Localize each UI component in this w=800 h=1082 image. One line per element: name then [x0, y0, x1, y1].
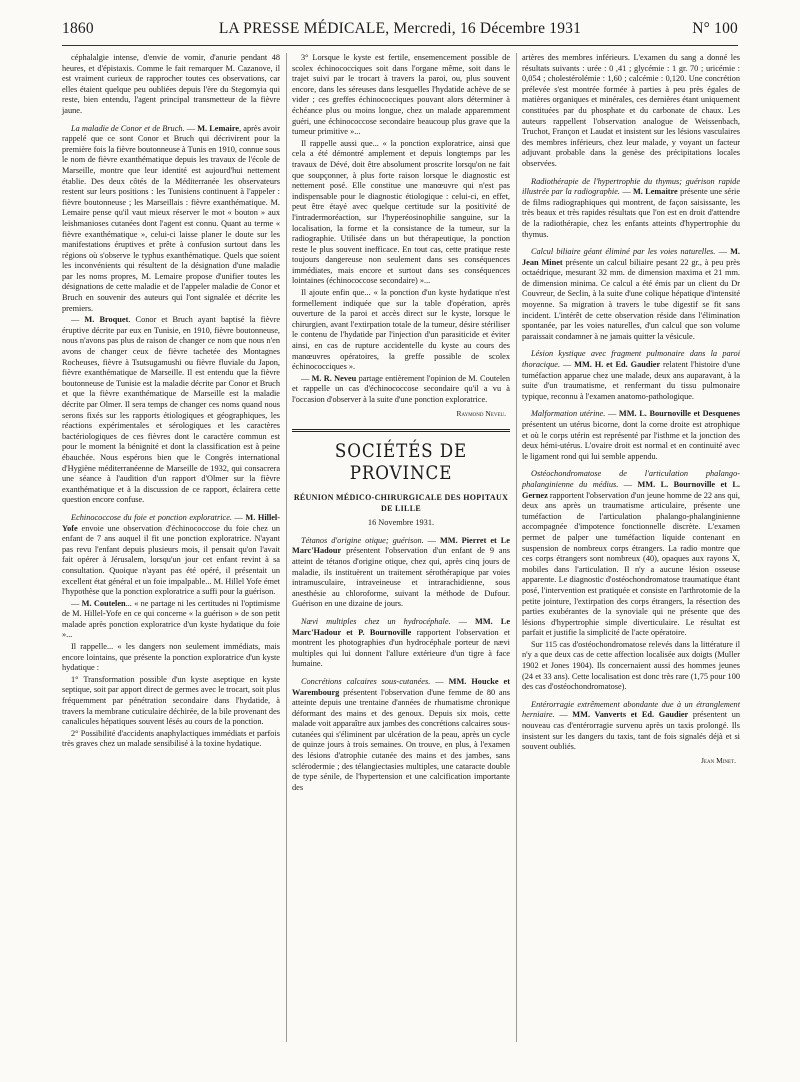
article-conor-bruch: La maladie de Conor et de Bruch. — M. Lemaire, après avoir rappelé que ce sont Conor et Bruch qui décrivirent pour la première fois la fièvre boutonneuse à Tunis en 1910, connue sous le nom de fièvre exanthématique depuis les travaux de l'école de Marseille, montre que leur identité est aujourd'hui nettement établie. Des deux côtés de la Méditerranée les observateurs restent sur leurs positions : les Tunisiens continuent à l'appeler : fièvre boutonneuse ; les Marseillais : fièvre exanthématique. M. Lemaire pense qu'il vaut mieux réserver le mot « bouton » aux leishmanioses cutanées dont l'agent est connu. Quant au terme « fièvre exanthématique », celui-ci laisse planer le doute sur les manifestations éruptives et prête à confusion surtout dans les régions où s'observe le typhus exanthématique. Quels que soient les inconvénients qui résultent de la désignation d'une maladie par les noms propres, M. Lemaire propose d'unifier toutes les désignations de cette maladie et de l'appeler maladie de Conor et Bruch en souvenir des auteurs qui l'ont signalée et décrite les premiers.: [62, 123, 281, 313]
article-text: partage entièrement l'opinion de M. Coutelen et rappelle un cas d'échinococcose secondaire qu'il a vu à l'occasion d'observer à la suite d'une ponction exploratrice.: [292, 373, 510, 404]
article-lesion-kystique: Lésion kystique avec fragment pulmonaire dans la paroi thoracique. — MM. H. et Ed. Gaudier relatent l'histoire d'une tuméfaction apparue chez une malade, deux ans auparavant, à la suite d'un traumatisme, et renfermant du tissu pulmonaire typique, reconnu à l'examen anatomo-pathologique.: [522, 349, 741, 401]
signature: Raymond Neveu.: [456, 408, 506, 418]
article-text: présentent un utérus bicorne, dont la corne droite est atrophique et où le corps utérin est représenté par l'isthme et la jonction des deux hémi-utérus. L'ovaire droit est normal et en continuité avec le ligament rond qui lui semble appendu.: [522, 420, 740, 461]
page-number: 1860: [62, 20, 94, 37]
article-concretions: Concrétions calcaires sous-cutanées. — MM. Houcke et Warembourg présentent l'observation d'une femme de 80 ans atteinte depuis une trentaine d'années de rhumatisme chronique déformant des mains et des genoux. Depuis six mois, cette malade voit apparaître aux jambes des concrétions calcaires sous-cutanées qui s'éliminent par ulcération de la peau, après un cycle de quinze jours à trois semaines. On trouve, en plus, à l'examen des lésions d'atrophie cutanée des mains et des jambes, sans sclérodermie ; des télangiectasies multiples, une cataracte double de type sénile, de l'hypertension et une calcification importante des: [292, 676, 510, 792]
article-author: M. Coutelen: [81, 598, 126, 608]
journal-title: LA PRESSE MÉDICALE, Mercredi, 16 Décembre 1931: [218, 20, 582, 37]
article-malformation: Malformation utérine. — MM. L. Bournoville et Desquenes présentent un utérus bicorne, dont la corne droite est atrophique et où le corps utérin est représenté par l'isthme et la jonction des deux hémi-utérus. L'ovaire droit est normal et en continuité avec le ligament rond qui lui semble appendu.: [522, 409, 741, 461]
article-text: présentent l'observation d'un enfant de 9 ans atteint de tétanos d'origine otique, chez qui, après cinq jours de maladie, ils instituèrent un traitement sérothérapique par voies intramusculaire, intraveineuse et intrarachidienne, sous anesthésie au chloroforme, suivant la méthode de Dufour. Guérison en une dizaine de jours.: [292, 546, 510, 609]
article-author: MM. Pierret et Le Marc'Hadour: [292, 535, 510, 556]
article-title: Concrétions calcaires sous-cutanées.: [301, 676, 431, 686]
article-title: Echinococcose du foie et ponction exploratrice.: [71, 512, 232, 522]
article-title: Nævi multiples chez un hydrocéphale.: [301, 616, 451, 626]
article-author: MM. Le Marc'Hadour et P. Bournoville: [292, 616, 510, 637]
article-text: présentent un nouveau cas d'entérorragie survenu après un taxis prolongé. Ils insistent sur les dangers du taxis, tant de fois signalés déjà et si souvent oubliés.: [522, 710, 740, 752]
article-author: MM. H. et Ed. Gaudier: [574, 360, 661, 370]
paragraph: artères des membres inférieurs. L'examen du sang a donné les résultats suivants : urée : 0 ,41 ; glycémie : 1 gr. 70 ; uricémie : 0,054 ; cholestérolémie : 1,60 ; calcémie : 0,120. Une concrétion prélevée s'est montrée formée à parties à peu près égales de matières organiques et minérales, ces dernières étant uniquement constituées par du phosphate et du carbonate de chaux. Les auteurs rappellent l'observation analogue de Weissenbach, Truchot, Françon et Laudat et insistent sur les lésions vasculaires des membres inférieurs, chez leur malade, y voyant un facteur adjuvant probable dans la genèse des précipitations locales observées.: [522, 53, 740, 168]
comment-broquet: — M. Broquet. Conor et Bruch ayant baptisé la fièvre éruptive décrite par eux en Tunisie, en 1910, fièvre boutonneuse, nous n'avons pas plus de raison de changer ce nom que nous n'en avons de changer ceux de fièvre tachetée des Montagnes Rocheuses, fièvre à Tsutsugamushi ou fièvre fluviale du Japon, fièvre exanthématique de Marseille. Il est entendu que la fièvre boutonneuse de Tunisie est la maladie décrite par Conor et Bruch et que la fièvre exanthématique de Marseille est la maladie décrite par Olmer. Il sera temps de changer ces noms quand nous serons fixés sur les rapports étiologiques et géographiques, les réactions expérimentales et sérologiques et les caractères bactériologiques de ces fièvres dont le caractère commun est pour le moment la bénignité et dont la classification est à peine ébauchée. Nous espérons bien que le Congrès international d'Hygiène méditerranéenne de Marseille de 1932, qui consacrera une séance à l'audition d'un rapport d'Olmer sur la fièvre exanthématique et à la discussion de ce rapport, éclairera cette question encore confuse.: [62, 315, 281, 505]
article-author: M. Jean Minet: [522, 247, 740, 267]
column-1: [62, 53, 280, 751]
article-thymus: Radiothérapie de l'hypertrophie du thymus; guérison rapide illustrée par la radiographie. — M. Lemaitre présente une série de films radiographiques qui montrent, de façon saisissante, les très beaux et très rapides résultats que l'on est en droit d'attendre de la radiothérapie, chez les enfants atteints d'hypertrophie du thymus.: [522, 176, 740, 239]
paragraph: Il rappelle... « les dangers non seulement immédiats, mais encore lointains, que présente la ponction exploratrice d'un kyste hydatique :: [62, 642, 280, 673]
comment-neveu: — M. R. Neveu partage entièrement l'opinion de M. Coutelen et rappelle un cas d'échinococcose secondaire qu'il a vu à l'occasion d'observer à la suite d'une ponction exploratrice.: [292, 373, 510, 404]
article-text: envoie une observation d'échinococcose du foie chez un enfant de 7 ans auquel il fit une ponction exploratrice. N'ayant pas revu l'enfant depuis plusieurs mois, il pensait qu'on l'avait fait opérer à Jérusalem, lorsqu'un jour cet enfant revint à sa consultation. Quoique n'ayant pas été opéré, il présentait un excellent état général et un foie impalpable... M. Hillel Yofe émet l'hypothèse que la ponction exploratrice a suffi pour la guérison.: [62, 523, 280, 597]
column-separator: [286, 53, 287, 1042]
section-rule: [292, 429, 510, 430]
section-rule: [292, 431, 510, 432]
article-text: . Conor et Bruch ayant baptisé la fièvre éruptive décrite par eux en Tunisie, en 1910, fièvre boutonneuse, nous n'avons pas plus de raison de changer ce nom que nous n'en avons de changer ceux de fièvre tachetée des Montagnes Rocheuses, fièvre à Tsutsugamushi ou fièvre fluviale du Japon, fièvre exanthématique de Marseille. Il est entendu que la fièvre boutonneuse de Tunisie est la maladie décrite par Conor et Bruch et que la fièvre exanthématique de Marseille est la maladie décrite par Olmer. Il sera temps de changer ces noms quand nous serons fixés sur les rapports étiologiques et géographiques, les réactions expérimentales et sérologiques et les caractères bactériologiques de ces fièvres dont le caractère commun est pour le moment la bénignité et dont la classification est à peine ébauchée. Nous espérons bien que le Congrès international d'Hygiène méditerranéenne de Marseille de 1932, qui consacrera une séance à l'audition d'un rapport d'Olmer sur la fièvre exanthématique et à la discussion de ce rapport, éclairera cette question encore confuse.: [62, 315, 281, 505]
article-calcul: Calcul biliaire géant éliminé par les voies naturelles. — M. Jean Minet présente un calcul biliaire pesant 22 gr., à peu près octaédrique, mesurant 32 mm. de dimension maxima et 21 mm. de dimension minima. Ce calcul a été émis par un client du Dr Couvreur, de Seclin, à la suite d'une colique hépatique d'intensité moyenne. Sa migration à travers le tube digestif se fit sans incident. L'intérêt de cette observation réside dans l'élimination spontanée, par les voies naturelles, d'un calcul que son volume paraissait condamner à ne jamais quitter la vésicule.: [522, 247, 740, 341]
header-rule: [62, 45, 738, 46]
paragraph: 3° Lorsque le kyste est fertile, ensemencement possible de scolex échinococciques soit dans l'organe même, soit dans le trajet suivi par le trocart à travers la paroi, ou, plus souvent encore, dans les séreuses dans lesquelles l'hydatide achève de se vider ; ces greffes échinococciques pouvant alors déterminer à échéance plus ou moins longue, chez un malade apparemment guéri, une échinococcose secondaire beaucoup plus grave que la tumeur primitive »...: [292, 53, 510, 137]
session-date: 16 Novembre 1931.: [367, 518, 435, 528]
article-title: Malformation utérine.: [531, 409, 606, 419]
article-author: M. Hillel-Yofe: [62, 512, 280, 533]
article-author: M. Lemaitre: [632, 187, 678, 197]
article-author: M. Broquet: [84, 315, 129, 325]
article-text: relatent l'histoire d'une tuméfaction apparue chez une malade, deux ans auparavant, à la suite d'un traumatisme, et renfermant du tissu pulmonaire typique, reconnu à l'examen anatomo-pathologique.: [522, 360, 741, 401]
article-enterorragie: Entérorragie extrêmement abondante due à un étranglement herniaire. — MM. Vanverts et Ed. Gaudier présentent un nouveau cas d'entérorragie survenu après un taxis prolongé. Ils insistent sur les dangers du taxis, tant de fois signalés déjà et si souvent oubliés.: [522, 699, 740, 752]
article-text: présente une série de films radiographiques qui montrent, de façon saisissante, les très beaux et très rapides résultats que l'on est en droit d'attendre de la radiothérapie, chez les enfants atteints d'hypertrophie du thymus.: [522, 187, 740, 239]
paragraph: 1° Transformation possible d'un kyste aseptique en kyste septique, soit par apport direct de germes avec le trocart, soit plus fréquemment par pénétration secondaire dans l'hydatide, à travers la membrane cuticulaire déchirée, de la bile provenant des canalicules hépatiques souvent lésés au cours de la ponction.: [62, 674, 280, 727]
page-header: [62, 20, 738, 42]
article-text: présente un calcul biliaire pesant 22 gr., à peu près octaédrique, mesurant 32 mm. de dimension maxima et 21 mm. de dimension minima. Ce calcul a été émis par un client du Dr Couvreur, de Seclin, à la suite d'une colique hépatique d'intensité moyenne. Sa migration à travers le tube digestif se fit sans incident. L'intérêt de cette observation réside dans l'élimination spontanée, par les voies naturelles, d'un calcul que son volume paraissait condamner à ne jamais quitter la vésicule.: [522, 257, 740, 341]
column-separator: [516, 53, 517, 1042]
paragraph: Il rappelle aussi que... « la ponction exploratrice, ainsi que cela a été démontré amplement et depuis longtemps par les travaux de Dévé, doit être absolument proscrite lorsqu'on ne fait que soupçonner, à plus forte raison lorsque le diagnostic est nettement posé. Elle constitue une manœuvre qui n'est pas indispensable pour le diagnostic étiologique : celui-ci, en effet, peut être étayé avec quelque certitude sur la positivité de l'intradermoréaction, sur l'hyperéosinophilie sanguine, sur la localisation, la forme et la consistance de la tumeur, sur la radiographie. Utilisée dans un but thérapeutique, la ponction reste le plus souvent inefficace. En tout cas, cette pratique reste toujours dangereuse non seulement dans ses conséquences immédiates, mais encore et surtout dans ses conséquences lointaines (échinococcose secondaire) »...: [292, 138, 510, 286]
paragraph: Sur 115 cas d'ostéochondromatose relevés dans la littérature il n'y a que deux cas de cette affection localisée aux doigts (Muller 1902 et Jones 1904). Ils concernaient aussi des hommes jeunes (24 et 33 ans). Cette localisation est donc très rare (1,75 pour 100 des cas d'ostéochondromatose).: [522, 639, 740, 692]
article-title: Lésion kystique avec fragment pulmonaire dans la paroi thoracique.: [522, 349, 740, 370]
article-author: M. R. Neveu: [311, 373, 357, 383]
comment-coutelen: — M. Coutelen... « ne partage ni les certitudes ni l'optimisme de M. Hillel-Yofe en ce qui concerne « la guérison » de son petit malade après ponction exploratrice d'un kyste hydatique du foie »...: [62, 598, 280, 640]
article-title: Calcul biliaire géant éliminé par les voies naturelles.: [531, 247, 716, 257]
article-text: présentent l'observation d'une femme de 80 ans atteinte depuis une trentaine d'années de rhumatisme chronique déformant des mains et des genoux. Depuis six mois, cette malade voit apparaître aux jambes des concrétions calcaires sous-cutanées qui s'éliminent par ulcération de la peau, après un cycle de quinze jours à trois semaines. On trouve, en plus, à l'examen des lésions d'atrophie cutanée des mains et des jambes, sans sclérodermie ; des télangiectasies multiples, une cataracte double de type sénile, de l'hypertension et une calcification importante des: [292, 687, 510, 792]
article-text: rapportent l'observation et montrent les photographies d'un hydrocéphale porteur de nævi multiples qui lui donnent l'allure extérieure d'un tigre à face humaine.: [292, 627, 510, 669]
article-text: rapportent l'observation d'un jeune homme de 22 ans qui, deux ans après un traumatisme articulaire, présente une tuméfaction de l'articulation phalango-phalanginienne accompagnée d'impotence fonctionnelle discrète. L'examen permet de palper une tuméfaction liquide contenant en suspension de nombreux corps étrangers. La radio montre que ces corps étrangers sont nombreux (40), opaques aux rayons X, mobiles dans l'articulation. Il n'y a aucune lésion osseuse apparente. Le diagnostic d'ostéochondromatose traumatique étant posé, l'intervention est pratiquée et consiste en l'arthrotomie de la petite jointure, l'extirpation des corps étrangers, la résection des parties exubérantes de la synoviale qui ne présente que des lésions d'hypertrophie simple diverticulaire. Le résultat est parfait et justifie la simplicité de l'acte opératoire.: [522, 490, 740, 638]
issue-number: N° 100: [692, 20, 738, 37]
column-3: [522, 53, 740, 766]
section-title: SOCIÉTÉS DE PROVINCE: [334, 440, 468, 485]
article-tetanos: Tétanos d'origine otique; guérison. — MM. Pierret et Le Marc'Hadour présentent l'observation d'un enfant de 9 ans atteint de tétanos d'origine otique, chez qui, après cinq jours de maladie, ils instituèrent un traitement sérothérapique par voies intramusculaire, intraveineuse et intrarachidienne, sous anesthésie au chloroforme, suivant la méthode de Dufour. Guérison en une dizaine de jours.: [292, 535, 510, 609]
paragraph: Il ajoute enfin que... « la ponction d'un kyste hydatique n'est formellement indiquée que sur la table d'opération, après ouverture de la paroi et accès direct sur le kyste, lorsque le chirurgien, avant l'extirpation totale de la tumeur, désire stériliser le contenu de l'hydatide par l'injection d'un parasiticide et éviter ainsi, en cas de rupture accidentelle du kyste au cours des manœuvres opératoires, la greffe possible de scolex échinococciques ».: [292, 288, 510, 372]
article-text: ... « ne partage ni les certitudes ni l'optimisme de M. Hillel-Yofe en ce qui concerne « la guérison » de son petit malade après ponction exploratrice d'un kyste hydatique du foie »...: [62, 598, 280, 640]
article-text: , après avoir rappelé que ce sont Conor et Bruch qui décrivirent pour la première fois la fièvre boutonneuse à Tunis en 1910, connue sous le nom de fièvre exanthématique depuis les travaux de l'école de Marseille, montre que leur identité est aujourd'hui nettement établie. Des deux côtés de la Méditerranée les observateurs restent sur leurs positions : les Tunisiens continuent à l'appeler : fièvre boutonneuse ; les Marseillais : fièvre exanthématique. M. Lemaire pense qu'il vaut mieux réserver le mot « bouton » aux leishmanioses cutanées dont l'agent est connu. Quant au terme « fièvre exanthématique », celui-ci laisse planer le doute sur les manifestations éruptives et prête à confusion surtout dans les régions où s'observe le typhus exanthématique. Quels que soient les inconvénients qui résultent de la désignation d'une maladie par les noms propres, M. Lemaire propose d'unifier toutes les désignations de cette maladie et de l'appeler maladie de Conor et Bruch en souvenir des auteurs qui l'ont signalée et décrite les premiers.: [62, 123, 281, 313]
article-naevi: Nævi multiples chez un hydrocéphale. — MM. Le Marc'Hadour et P. Bournoville rapportent l'observation et montrent les photographies d'un hydrocéphale porteur de nævi multiples qui lui donnent l'allure extérieure d'un tigre à face humaine.: [292, 616, 510, 669]
article-title: Ostéochondromatose de l'articulation phalango-phalanginienne du médius.: [522, 469, 740, 489]
article-author: MM. Houcke et Warembourg: [292, 676, 510, 697]
paragraph: 2° Possibilité d'accidents anaphylactiques immédiats et parfois très graves chez un malade sensibilisé à la toxine hydatique.: [62, 728, 280, 749]
article-osteochondromatose: Ostéochondromatose de l'articulation phalango-phalanginienne du médius. — MM. L. Bournoville et L. Gernez rapportent l'observation d'un jeune homme de 22 ans qui, deux ans après un traumatisme articulaire, présente une tuméfaction de l'articulation phalango-phalanginienne accompagnée d'impotence fonctionnelle discrète. L'examen permet de palper une tuméfaction liquide contenant en suspension de nombreux corps étrangers. La radio montre que ces corps étrangers sont nombreux (40), opaques aux rayons X, mobiles dans l'articulation. Il n'y a aucune lésion osseuse apparente. Le diagnostic d'ostéochondromatose traumatique étant posé, l'intervention est pratiquée et consiste en l'arthrotomie de la petite jointure, l'extirpation des corps étrangers, la résection des parties exubérantes de la synoviale qui ne présente que des lésions d'hypertrophie simple diverticulaire. Le résultat est parfait et justifie la simplicité de l'acte opératoire.: [522, 469, 740, 638]
article-author: MM. Vanverts et Ed. Gaudier: [572, 710, 689, 720]
article-title: Entérorragie extrêmement abondante due à un étranglement herniaire.: [522, 699, 740, 720]
article-author: M. Lemaire: [197, 123, 240, 133]
article-author: MM. L. Bournoville et Desquenes: [618, 409, 741, 419]
article-title: Radiothérapie de l'hypertrophie du thymus; guérison rapide illustrée par la radiographie.: [522, 176, 740, 197]
paragraph: céphalalgie intense, d'envie de vomir, d'anurie pendant 48 heures, et d'épistaxis. Comme le fait remarquer M. Cazanove, il est vraiment curieux de rapprocher toutes ces observations, car elles étaient quelque peu oubliées depuis l'ère du Stegomyia qui reste, bien entendu, l'agent principal transmetteur de la fièvre jaune.: [62, 53, 280, 115]
article-title: La maladie de Conor et de Bruch.: [71, 123, 185, 133]
article-echinococcose: Echinococcose du foie et ponction exploratrice. — M. Hillel-Yofe envoie une observation d'échinococcose du foie chez un enfant de 7 ans auquel il fit une ponction exploratrice. N'ayant pas revu l'enfant depuis plusieurs mois, il pensait qu'on l'avait fait opérer à Jérusalem, lorsqu'un jour cet enfant revint à sa consultation. Quoique n'ayant pas été opéré, il présentait un excellent état général et un foie impalpable... M. Hillel Yofe émet l'hypothèse que la ponction exploratrice a suffi pour la guérison.: [62, 512, 280, 597]
signature: Jean Minet.: [701, 755, 736, 765]
article-author: MM. L. Bournoville et L. Gernez: [522, 479, 740, 500]
article-title: Tétanos d'origine otique; guérison.: [301, 535, 424, 545]
subsection-title: RÉUNION MÉDICO-CHIRURGICALE DES HOPITAUX DE LILLE: [293, 493, 509, 514]
column-2: [292, 53, 510, 794]
